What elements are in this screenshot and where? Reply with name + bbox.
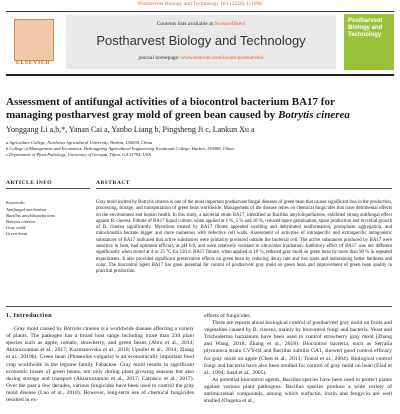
keyword-item: Botrytis cinerea bbox=[6, 219, 35, 224]
journal-header-band bbox=[66, 15, 336, 69]
keyword-item: Green bean bbox=[6, 231, 27, 236]
article-title bbox=[6, 96, 394, 122]
journal-title: Postharvest Biology and Technology bbox=[96, 33, 306, 48]
body-right-column bbox=[204, 313, 392, 405]
tree-logo-icon bbox=[14, 19, 54, 61]
abstract-body: Gray mold incited by Botrytis cinerea is one of the most important postharvest fungal diseases of green bean that causes significant loss in the production, processing, storage, and transportation of green bean worldwide. Management of the disease relies on chemical fungicides that have detrimental effects on the environment and human health. In this study, a bacterial strain BA17, identified as Bacillus amyloliquefaciens, exhibited strong antifungal effect against B. cinerea. Filtrate of BA17 liquid culture, when applied at 1 %, 5 % and 10 %, reduced spore germination, spore production and mycelial growth of B. cinerea significantly. Mycelium treated by BA17 filtrate appeared swelling and dehydrated malformation, protoplasm aggregation, and mitochondria became bigger and more numerous with defective cell walls. Assessment of activities of intraspecific and extraspecific antagonistic substances of BA17 indicated that active substances were primarily produced outside the bacterial cell. The active substances produced by BA17 were sensitive to heat, had optimum efficacy at pH 8.0, and were relatively resistant to ultraviolet irradiation. Inhibitory effect of BA17 was not different significantly when stored at 4 or 25 °C for 120 d. BA17 filtrate, when applied at 10 %, reduced gray mold on green bean by more than 90 % in repeated experiments. It also provided significant preservative effects on green bean by reducing decay rate and rust spots and maintaining better hardness and color. The biocontrol agent BA17 has great potential for control of postharvest gray mold on green bean and improvement of green bean quality in practical production. bbox=[96, 200, 392, 275]
journal-masthead bbox=[6, 11, 394, 72]
keyword-item: Gray mold bbox=[6, 225, 26, 230]
keyword-item: Bacillus amyloliquefaciens bbox=[6, 213, 55, 218]
header-divider bbox=[6, 74, 394, 76]
keywords-label: Keywords: bbox=[6, 200, 26, 205]
cover-title: Postharvest Biology and Technology bbox=[348, 18, 383, 38]
journal-citation[interactable]: Postharvest Biology and Technology 161 (2020) 111096 bbox=[137, 1, 263, 7]
right-paragraph-3: As potential biocontrol agents, Bacillus species have been used to protect plants against various plant pathogens. Bacillus species produce a wide variety of antimicrobial compounds, among which surfactin, iturin and fengycin are well studied (Ongena et al., bbox=[204, 376, 392, 405]
journal-cover-thumbnail[interactable] bbox=[344, 14, 394, 70]
journal-homepage-link[interactable]: www.elsevier.com/locate/postharvbio bbox=[180, 55, 264, 61]
affiliation-b: b College of Management and Economics, Heilongjiang Agricultural Engineering Vocational College, Harbin, 150088, China bbox=[6, 146, 234, 151]
article-info-heading: ARTICLE INFO bbox=[6, 180, 52, 186]
right-paragraph-2: There are reports about biological control of postharvest gray mold on fruits and vegetables caused by B. cinerea, mainly by biocontrol fungi and bacteria. Yeast and Trichoderma harzianum have been used to control strawberry gray mold (Zhang and Wang, 2018; Zhang et al., 2018). Biocontrol bacteria, such as Serratia plymuteca strain CVY-04 and Bacillus subtilis GA1, showed good control efficacy for gray mold on apple (Chen et al., 2013; Toural et al., 2004). Biological control fungi and bacteria have also been studied for control of gray mold on bean (Elad et al., 1994; Saad et al., 2005). bbox=[204, 320, 392, 376]
article-info-divider bbox=[6, 188, 90, 189]
keyword-item: Antifungal mechanism bbox=[6, 207, 47, 212]
homepage-line: journal homepage: www.elsevier.com/locate/postharvbio bbox=[138, 55, 264, 61]
abstract-heading: ABSTRACT bbox=[96, 180, 130, 186]
body-left-column bbox=[6, 313, 194, 404]
affiliation-a: a Agriculture College, Northeast Agricultural University, Harbin, 150030, China bbox=[6, 140, 153, 145]
title-line-1: Assessment of antifungal activities of a biocontrol bacterium BA17 for bbox=[6, 96, 335, 108]
elsevier-logo bbox=[6, 15, 60, 71]
right-paragraph-1: effects of fungicides. bbox=[204, 313, 251, 319]
contents-line: Contents lists available at ScienceDirect bbox=[156, 21, 246, 27]
sciencedirect-link[interactable]: ScienceDirect bbox=[214, 21, 246, 27]
title-line-2: managing postharvest gray mold of green bean caused by Botrytis cinerea bbox=[6, 109, 350, 121]
intro-paragraph-1: Gray mold caused by Botrytis cinerea is a worldwide disease affecting a variety of plants. The pathogen has a broad host range including more than 230 plant species such as apple, tomato, strawberry, and green beans (Abro et al., 2014; Aktaruzzaman et al., 2017; Kuzmanovska et al., 2018; Upulini et al., 2014; Zhang et al., 2019b). Green bean (Phaseolus vulgaris) is an economically important food crop worldwide in the legume family Fabaceae. Gray mold results in significant economic losses of green beans, not only during plant growing seasons but also during storage and transport (Aktaruzzaman et al., 2017; Carrasco et al., 2017). Over the past a few decades, various fungicides have been used to control the gray mold disease (Luo et al., 2018). However, long-term use of chemical fungicides resulted in ex- bbox=[6, 326, 194, 404]
publisher-name: ELSEVIER bbox=[15, 60, 51, 66]
abstract-divider bbox=[96, 188, 392, 189]
affiliation-c: c Department of Plant Pathology, University of Georgia, Tifton, GA 31794, USA bbox=[6, 152, 151, 157]
introduction-heading: 1. Introduction bbox=[6, 313, 53, 319]
abstract-bottom-divider bbox=[6, 306, 392, 307]
author-list[interactable]: Yonggang Li a,b,*, Yanan Cai a, Yanbo Liang b, Pingsheng Ji c, Lankun Xu a bbox=[6, 125, 255, 134]
